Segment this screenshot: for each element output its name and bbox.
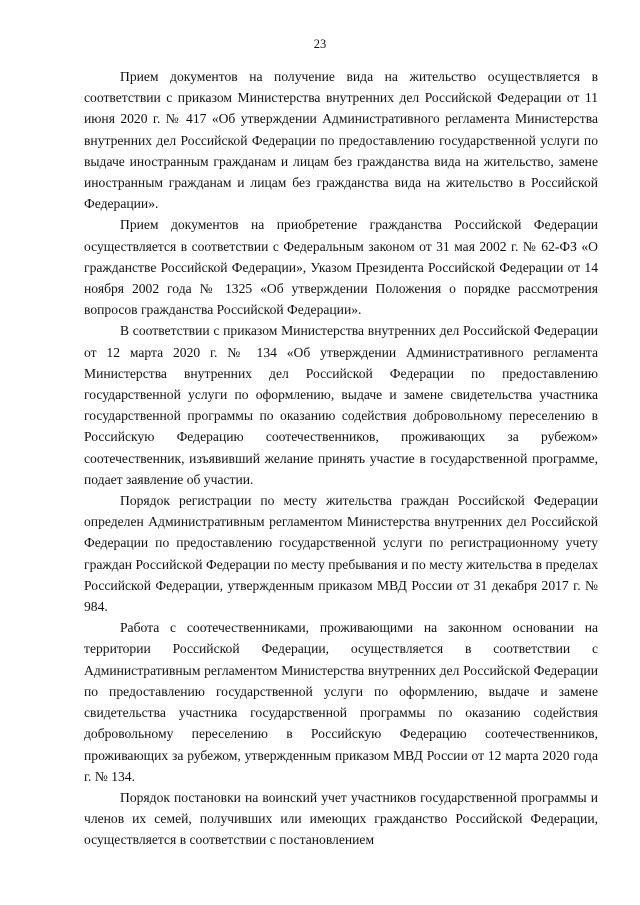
paragraph-registration: Порядок регистрации по месту жительства граждан Российской Федерации определен Административным регламентом Министерства внутренних дел Российской Федерации по предоставлению государственной услуги по регистрационному учету граждан Российской Федерации по месту пребывания и по месту жительства в пределах Российской Федерации, утвержденным приказом МВД России от 31 декабря 2017 г. № 984.	[84, 493, 598, 615]
page-number: 23	[313, 37, 327, 51]
paragraph-residence-permit: Прием документов на получение вида на жительство осуществляется в соответствии с приказом Министерства внутренних дел Российской Федерации от 11 июня 2020 г. № 417 «Об утверждении Административного регламента Министерства внутренних дел Российской Федерации по предоставлению государственной услуги по выдаче иностранным гражданам и лицам без гражданства вида на жительство, замене иностранным гражданам и лицам без гражданства вида на жительство в Российской Федерации».	[84, 69, 598, 212]
document-body	[84, 66, 598, 851]
paragraph-military-registration: Порядок постановки на воинский учет участников государственной программы и членов их семей, получивших или имеющих гражданство Российской Федерации, осуществляется в соответствии с постановлением	[84, 789, 598, 848]
paragraph-compatriots-work: Работа с соотечественниками, проживающими на законном основании на территории Российской Федерации, осуществляется в соответствии с Административным регламентом Министерства внутренних дел Российской Федерации по предоставлению государственной услуги по оформлению, выдаче и замене свидетельства участника государственной программы по оказанию содействия добровольному переселению в Российскую Федерацию соотечественников, проживающих за рубежом, утвержденным приказом МВД России от 12 марта 2020 года г. № 134.	[84, 620, 598, 784]
paragraph-citizenship: Прием документов на приобретение гражданства Российской Федерации осуществляется в соответствии с Федеральным законом от 31 мая 2002 г. № 62-ФЗ «О гражданстве Российской Федерации», Указом Президента Российской Федерации от 14 ноября 2002 года № 1325 «Об утверждении Положения о порядке рассмотрения вопросов гражданства Российской Федерации».	[84, 217, 598, 318]
paragraph-program-application: В соответствии с приказом Министерства внутренних дел Российской Федерации от 12 марта 2020 г. № 134 «Об утверждении Административного регламента Министерства внутренних дел Российской Федерации по предоставлению государственной услуги по оформлению, выдаче и замене свидетельства участника государственной программы по оказанию содействия добровольному переселению в Российскую Федерацию соотечественников, проживающих за рубежом» соотечественник, изъявивший желание принять участие в государственной программе, подает заявление об участии.	[84, 323, 598, 487]
